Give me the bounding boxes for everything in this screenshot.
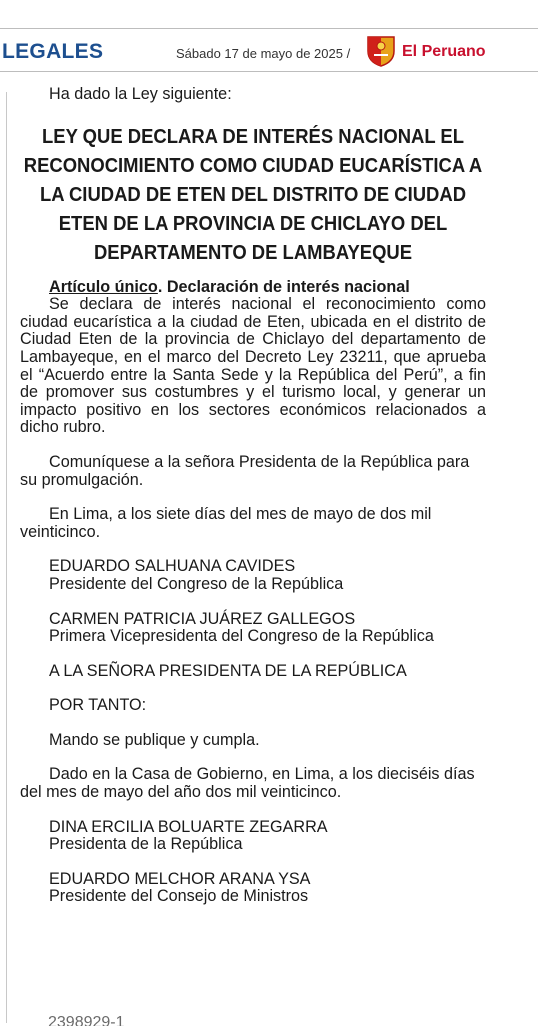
mando-line: Mando se publique y cumpla.	[49, 730, 260, 749]
signatory-role: Presidente del Consejo de Ministros	[49, 887, 309, 906]
por-tanto-line: POR TANTO:	[49, 696, 147, 715]
article-heading	[20, 279, 486, 297]
signatory-name: EDUARDO SALHUANA CAVIDES	[49, 557, 296, 576]
signatory-role: Presidenta de la República	[49, 835, 243, 854]
signatory-role: Primera Vicepresidenta del Congreso de la República	[49, 627, 434, 646]
cut-off-reference: 2398929-1	[48, 1014, 125, 1026]
signatory-role: Presidente del Congreso de la República	[49, 574, 344, 593]
given-paragraph: Dado en la Casa de Gobierno, en Lima, a los dieciséis días del mes de mayo del año dos mil veinticinco.	[20, 765, 475, 802]
signatory-name: CARMEN PATRICIA JUÁREZ GALLEGOS	[49, 609, 356, 628]
place-date-paragraph: En Lima, a los siete días del mes de mayo de dos mil veinticinco.	[20, 505, 432, 541]
addressee-line: A LA SEÑORA PRESIDENTA DE LA REPÚBLICA	[49, 661, 407, 680]
publication-date: Sábado 17 de mayo de 2025 /	[176, 46, 351, 61]
signatory-name: DINA ERCILIA BOLUARTE ZEGARRA	[49, 817, 328, 836]
page-header	[0, 28, 538, 72]
article-heading-text: . Declaración de interés nacional	[157, 277, 410, 296]
law-title: LEY QUE DECLARA DE INTERÉS NACIONAL EL RECONOCIMIENTO COMO CIUDAD EUCARÍSTICA A LA CIUDAD DE ETEN DEL DISTRITO DE CIUDAD ETEN DE LA PROVINCIA DE CHICLAYO DEL DEPARTAMENTO DE LAMBAYEQUE	[23, 124, 483, 264]
section-title: LEGALES	[2, 40, 104, 63]
signatory-name: EDUARDO MELCHOR ARANA YSA	[49, 869, 311, 888]
el-peruano-shield-icon	[365, 33, 397, 67]
law-document	[20, 86, 486, 906]
article-label: Artículo único	[49, 277, 158, 296]
article-body: Se declara de interés nacional el reconocimiento como ciudad eucarística a la ciudad de Eten, ubicada en el distrito de Ciudad Eten de la provincia de Chiclayo del departamento de Lambayeque, en el marco del Decreto Ley 23211, que aprueba el “Acuerdo entre la Santa Sede y la República del Perú”, a fin de promover sus costumbres y el turismo local, y generar un impacto positivo en los sectores económicos relacionados a dicho rubro.	[20, 295, 486, 437]
intro-line: Ha dado la Ley siguiente:	[49, 85, 232, 103]
communicate-paragraph: Comuníquese a la señora Presidenta de la República para su promulgación.	[20, 452, 470, 489]
column-rule	[6, 92, 7, 1023]
brand-name: El Peruano	[402, 43, 486, 60]
